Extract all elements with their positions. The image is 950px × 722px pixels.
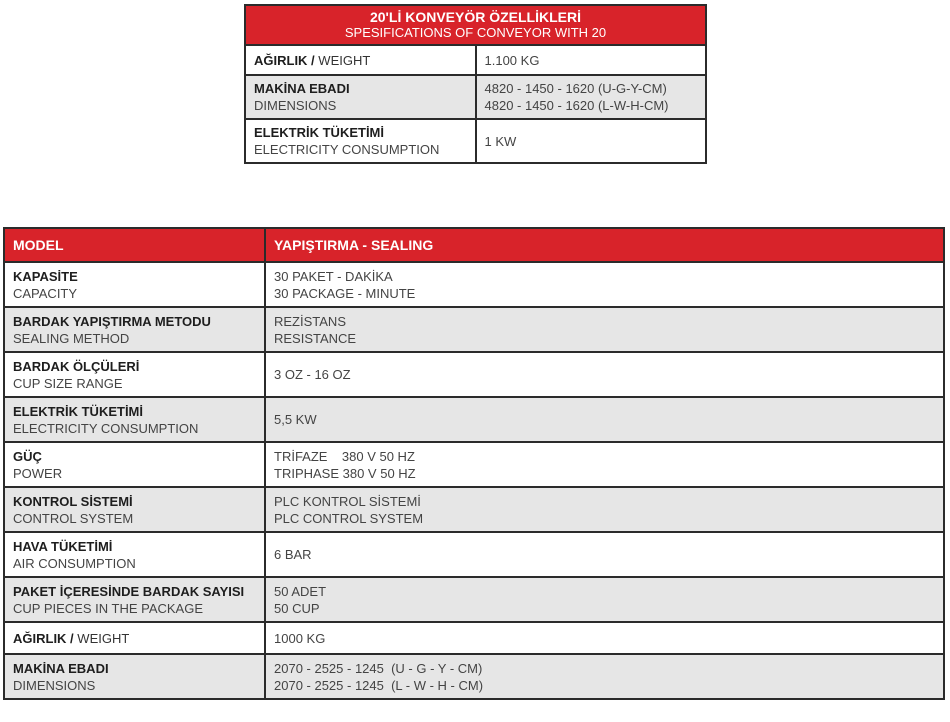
row-value: [265, 262, 944, 307]
value-line: 2070 - 2525 - 1245 (L - W - H - CM): [274, 677, 484, 693]
row-value: [265, 577, 944, 622]
label-tr: BARDAK YAPIŞTIRMA METODU: [13, 313, 211, 329]
conveyor-spec-table: [244, 4, 707, 164]
row-value: [265, 307, 944, 352]
label-tr: KONTROL SİSTEMİ: [13, 493, 133, 509]
table-row: [4, 352, 944, 397]
table-row: [4, 262, 944, 307]
label-tr: AĞIRLIK /: [13, 630, 74, 646]
value-line: 30 PACKAGE - MINUTE: [274, 285, 416, 301]
table-row: [4, 654, 944, 699]
label-en: CONTROL SYSTEM: [13, 510, 134, 526]
conveyor-table-header: [245, 5, 706, 45]
value-line: 50 CUP: [274, 600, 320, 616]
label-tr: BARDAK ÖLÇÜLERİ: [13, 358, 140, 374]
label-tr: MAKİNA EBADI: [13, 660, 109, 676]
table-row: [4, 442, 944, 487]
label-en: SEALING METHOD: [13, 330, 130, 346]
row-label: [4, 262, 265, 307]
table-row: [245, 45, 706, 75]
row-label: [4, 622, 265, 654]
conveyor-table-subtitle: SPESIFICATIONS OF CONVEYOR WITH 20: [344, 25, 607, 40]
label-en: DIMENSIONS: [13, 677, 96, 693]
row-label: [4, 577, 265, 622]
model-table-header: [4, 228, 944, 262]
value-line: TRIPHASE 380 V 50 HZ: [274, 465, 416, 481]
label-tr: MAKİNA EBADI: [254, 81, 350, 96]
row-label: [4, 532, 265, 577]
table-row: [4, 487, 944, 532]
row-label: [4, 654, 265, 699]
label-en: CUP PIECES IN THE PACKAGE: [13, 600, 203, 616]
row-label: [4, 487, 265, 532]
header-label: MODEL: [4, 228, 265, 262]
conveyor-table-title: 20'Lİ KONVEYÖR ÖZELLİKLERİ: [369, 9, 582, 25]
row-value: [265, 397, 944, 442]
label-en: WEIGHT: [77, 630, 130, 646]
label-en: ELECTRICITY CONSUMPTION: [13, 420, 199, 436]
row-value: [265, 352, 944, 397]
label-en: WEIGHT: [318, 52, 371, 68]
label-en: DIMENSIONS: [254, 98, 337, 113]
value-line: 1.100 KG: [484, 52, 540, 68]
row-label: [245, 119, 476, 163]
table-row: [4, 577, 944, 622]
row-value: [476, 75, 707, 119]
row-value: [265, 622, 944, 654]
value-line: 6 BAR: [274, 547, 312, 562]
row-value: [265, 654, 944, 699]
label-en: CUP SIZE RANGE: [13, 375, 123, 391]
table-row: [245, 75, 706, 119]
value-line: 5,5 KW: [274, 412, 317, 427]
row-label: [4, 307, 265, 352]
value-line: PLC KONTROL SİSTEMİ: [274, 493, 421, 509]
table-row: [4, 622, 944, 654]
row-value: [476, 45, 707, 75]
row-value: [476, 119, 707, 163]
value-line: 50 ADET: [274, 583, 327, 599]
label-tr: ELEKTRİK TÜKETİMİ: [13, 403, 143, 419]
value-line: TRİFAZE 380 V 50 HZ: [274, 448, 415, 464]
value-line: 4820 - 1450 - 1620 (L-W-H-CM): [484, 98, 669, 113]
value-line: REZİSTANS: [274, 313, 346, 329]
header-value: YAPIŞTIRMA - SEALING: [265, 228, 944, 262]
row-label: [4, 442, 265, 487]
table-row: [4, 532, 944, 577]
row-label: [4, 397, 265, 442]
row-value: [265, 442, 944, 487]
table-row: [4, 307, 944, 352]
table-row: [4, 397, 944, 442]
label-en: ELECTRICITY CONSUMPTION: [254, 142, 440, 157]
label-tr: AĞIRLIK /: [254, 52, 315, 68]
row-label: [245, 45, 476, 75]
row-value: [265, 532, 944, 577]
row-label: [245, 75, 476, 119]
value-line: 1000 KG: [274, 630, 326, 646]
label-tr: GÜÇ: [13, 448, 42, 464]
value-line: 30 PAKET - DAKİKA: [274, 268, 393, 284]
value-line: 3 OZ - 16 OZ: [274, 367, 351, 382]
value-line: PLC CONTROL SYSTEM: [274, 510, 424, 526]
row-value: [265, 487, 944, 532]
row-label: [4, 352, 265, 397]
value-line: RESISTANCE: [274, 330, 357, 346]
label-en: AIR CONSUMPTION: [13, 555, 136, 571]
label-en: CAPACITY: [13, 285, 78, 301]
label-tr: HAVA TÜKETİMİ: [13, 538, 113, 554]
label-tr: ELEKTRİK TÜKETİMİ: [254, 125, 384, 140]
value-line: 4820 - 1450 - 1620 (U-G-Y-CM): [484, 81, 667, 96]
value-line: 1 KW: [484, 133, 517, 149]
model-spec-table: [3, 227, 945, 700]
label-tr: KAPASİTE: [13, 268, 78, 284]
label-en: POWER: [13, 465, 63, 481]
table-row: [245, 119, 706, 163]
value-line: 2070 - 2525 - 1245 (U - G - Y - CM): [274, 660, 483, 676]
label-tr: PAKET İÇERESİNDE BARDAK SAYISI: [13, 583, 245, 599]
